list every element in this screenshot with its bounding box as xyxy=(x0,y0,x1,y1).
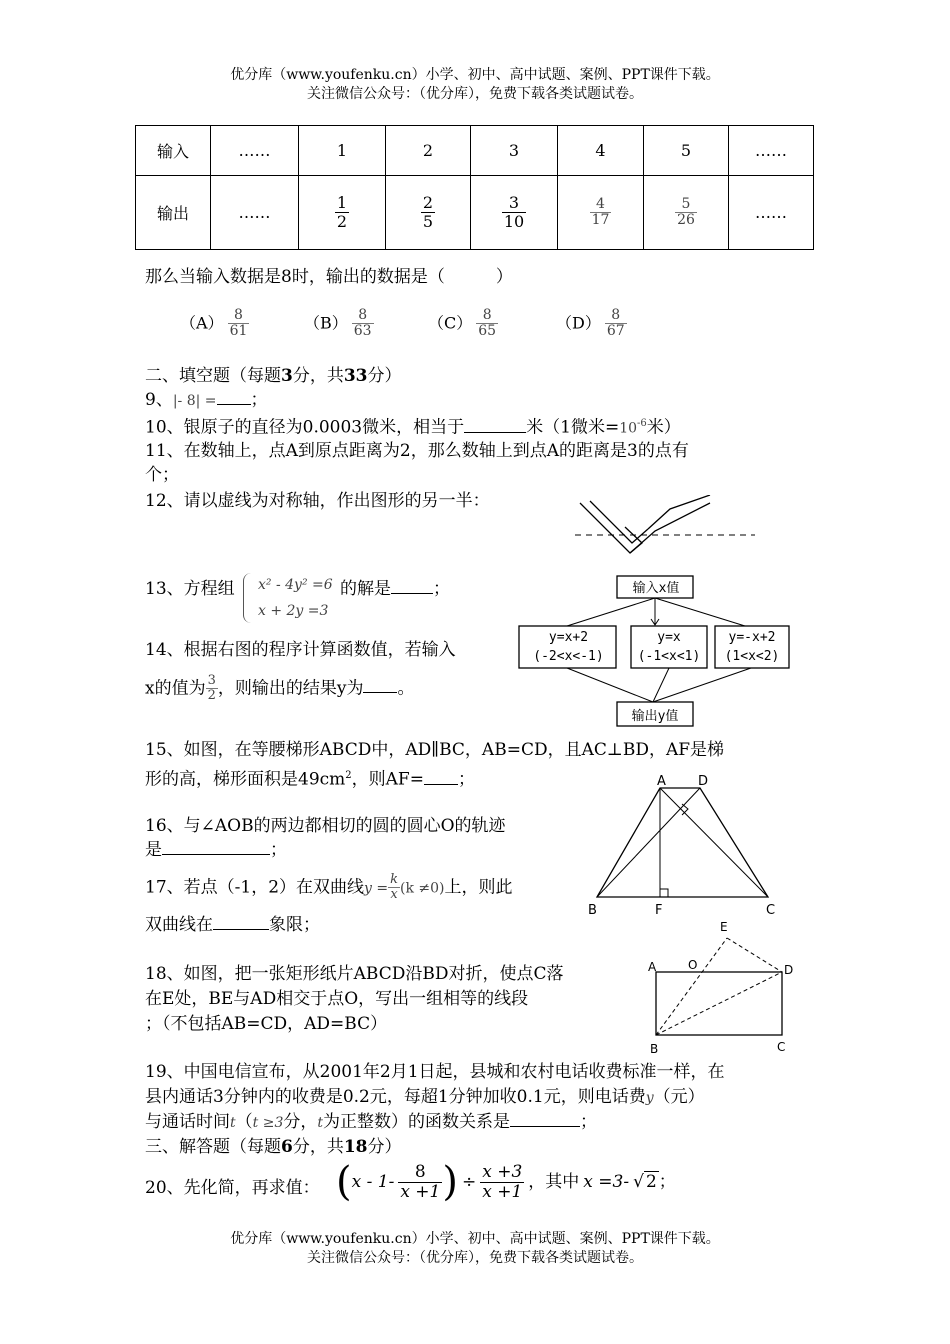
label-f: F xyxy=(655,903,663,918)
segment-be xyxy=(656,938,727,1035)
label-a: A xyxy=(648,960,657,974)
flow-connector xyxy=(567,598,655,626)
drawn-half-inner xyxy=(648,495,710,529)
flow-input-label: 输入x值 xyxy=(632,581,680,596)
label-d: D xyxy=(784,963,794,977)
label-d: D xyxy=(698,774,709,789)
table-row-label-output: 输出 xyxy=(136,176,211,250)
label-b: B xyxy=(588,903,597,918)
table-cell-output: $\frac{3}{10}$ xyxy=(471,176,558,250)
rectangle-fold-figure xyxy=(640,930,800,1045)
table-cell-input: 2 xyxy=(386,126,471,176)
option-c: （C） $\frac{8}{65}$ xyxy=(428,307,497,340)
q13-eq1: x² - 4y² =6 xyxy=(258,577,333,593)
table-cell-output: $\frac{1}{2}$ xyxy=(299,176,386,250)
q14-line-2: x的值为 $\frac{3}{2}$ ，则输出的结果y为 。 xyxy=(145,673,415,704)
flow-branch-3-label: y=-x+2 (1<x<2) xyxy=(724,630,780,664)
q15-line-1: 15、如图，在等腰梯形ABCD中，AD∥BC，AB=CD，且AC⊥BD，AF是梯 xyxy=(145,740,725,760)
footer-line-2: 关注微信公众号：（优分库），免费下载各类试题试卷。 xyxy=(307,1250,643,1266)
q17-line-1: 17、若点（-1，2）在双曲线y = $\frac{k}{x}$ (k ≠0)上，则此 xyxy=(145,872,513,903)
q13-prefix: 13、方程组 xyxy=(145,579,235,599)
drawn-half-outer xyxy=(630,503,710,553)
section-2-heading: 二、填空题（每题3分，共33分） xyxy=(145,366,402,386)
table-cell-output: $\frac{2}{5}$ xyxy=(386,176,471,250)
label-b: B xyxy=(650,1042,659,1056)
q16-line-2: 是 ； xyxy=(145,840,287,860)
flow-connector xyxy=(567,668,653,702)
table-cell-dots: …… xyxy=(729,126,814,176)
q19-line-2: 县内通话3分钟内的收费是0.2元，每超1分钟加收0.1元，则电话费y（元） xyxy=(145,1087,705,1107)
q19-line-1: 19、中国电信宣布，从2001年2月1日起，县城和农村电话收费标准一样，在 xyxy=(145,1062,725,1082)
q14-line-1: 14、根据右图的程序计算函数值，若输入 xyxy=(145,640,456,660)
q13-eq2: x + 2y =3 xyxy=(258,603,329,619)
trapezoid-figure xyxy=(585,772,785,922)
q15-line-2: 形的高，梯形面积是$49cm^2$，则AF= ； xyxy=(145,769,475,790)
table-cell-dots: …… xyxy=(211,126,299,176)
flow-branch-1-label: y=x+2 (-2<x<-1) xyxy=(533,630,604,664)
flow-output-label: 输出y值 xyxy=(631,709,679,724)
diagonal-ac xyxy=(660,788,768,897)
q20-prefix: 20、先化简，再求值： xyxy=(145,1178,320,1198)
label-c: C xyxy=(766,903,776,918)
table-cell-input: 4 xyxy=(558,126,644,176)
option-b: （B） $\frac{8}{63}$ xyxy=(304,307,372,340)
table-cell-input: 5 xyxy=(644,126,729,176)
table-cell-output: $\frac{4}{17}$ xyxy=(558,176,644,250)
table-cell-dots: …… xyxy=(729,176,814,250)
flow-branch-2-label: y=x (-1<x<1) xyxy=(637,630,701,664)
diagonal-bd xyxy=(597,788,700,897)
q9: 9、|- 8| = ； xyxy=(145,390,268,410)
option-a: （A） $\frac{8}{61}$ xyxy=(180,307,248,340)
table-cell-output: $\frac{5}{26}$ xyxy=(644,176,729,250)
io-table xyxy=(135,125,814,250)
header-line-2: 关注微信公众号：（优分库），免费下载各类试题试卷。 xyxy=(307,86,643,102)
q17-line-2: 双曲线在 象限； xyxy=(145,915,320,935)
q18-line-3: ；（不包括AB=CD，AD=BC） xyxy=(145,1014,388,1034)
given-shape-outer xyxy=(580,503,642,553)
table-row-label-input: 输入 xyxy=(136,126,211,176)
q10: 10、银原子的直径为0.0003微米，相当于 米（1微米$=10^{-6}$米） xyxy=(145,417,681,438)
symmetry-figure xyxy=(570,495,760,570)
header-line-1: 优分库（www.youfenku.cn）小学、初中、高中试题、案例、PPT课件下载。 xyxy=(230,67,720,83)
q11-line-1: 11、在数轴上，点A到原点距离为2，那么数轴上到点A的距离是3的点有 xyxy=(145,441,689,461)
q18-line-2: 在E处，BE与AD相交于点O，写出一组相等的线段 xyxy=(145,989,529,1009)
q18-line-1: 18、如图，把一张矩形纸片ABCD沿BD对折，使点C落 xyxy=(145,964,564,984)
footer-line-1: 优分库（www.youfenku.cn）小学、初中、高中试题、案例、PPT课件下载。 xyxy=(230,1231,720,1247)
brace xyxy=(243,573,256,623)
section-3-heading: 三、解答题（每题6分，共18分） xyxy=(145,1137,402,1157)
segment-ed xyxy=(727,938,782,972)
q20-expression: ( x - 1- $\frac{8}{x +1}$ ) ÷ $\frac{x +3}{x +1}$ ，其中 x =3- √ 2 ； xyxy=(336,1159,676,1205)
label-e: E xyxy=(720,920,728,934)
label-c: C xyxy=(777,1040,786,1054)
fold-line-bd xyxy=(656,972,782,1035)
q11-line-2: 个； xyxy=(145,465,179,485)
right-angle-mark xyxy=(660,889,668,897)
flow-connector xyxy=(655,598,745,626)
q13-suffix: 的解是 ； xyxy=(340,579,450,599)
q12: 12、请以虚线为对称轴，作出图形的另一半： xyxy=(145,491,490,511)
option-d: （D） $\frac{8}{67}$ xyxy=(556,307,625,340)
table-cell-input: 3 xyxy=(471,126,558,176)
q19-line-3: 与通话时间t（t ≥3分，t为正整数）的函数关系是 ； xyxy=(145,1112,597,1132)
flow-connector xyxy=(653,668,751,702)
table-cell-dots: …… xyxy=(211,176,299,250)
q8-stem: 那么当输入数据是8时，输出的数据是（ ） xyxy=(145,267,513,287)
label-o: O xyxy=(688,958,698,972)
label-a: A xyxy=(657,774,666,789)
q16-line-1: 16、与∠AOB的两边都相切的圆的圆心O的轨迹 xyxy=(145,816,506,836)
table-cell-input: 1 xyxy=(299,126,386,176)
